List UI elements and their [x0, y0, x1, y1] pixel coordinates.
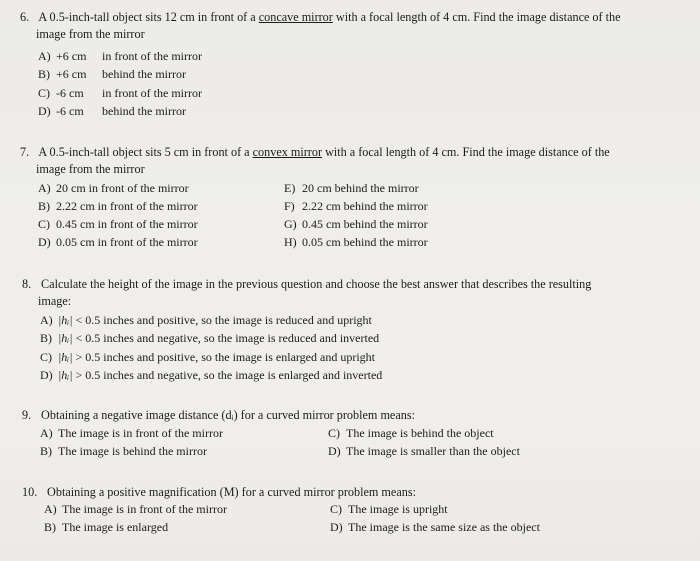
option-text: 2.22 cm in front of the mirror	[56, 199, 198, 213]
option-value: +6 cm	[56, 67, 87, 81]
option-text: behind the mirror	[102, 104, 186, 118]
question-6-stem-cont: image from the mirror	[36, 27, 145, 41]
answer-option[interactable]	[330, 520, 540, 535]
option-text: The image is the same size as the object	[348, 520, 540, 534]
option-text: < 0.5 inches and positive, so the image is reduced and upright	[75, 313, 372, 327]
option-letter: C)	[330, 502, 342, 516]
option-text: > 0.5 inches and positive, so the image is enlarged and upright	[75, 350, 375, 364]
question-10-stem	[22, 484, 692, 501]
question-number: 6.	[20, 10, 30, 24]
question-number: 8.	[22, 277, 32, 291]
answer-option[interactable]	[284, 199, 428, 214]
question-number: 7.	[20, 145, 30, 159]
option-text: 20 cm in front of the mirror	[56, 181, 189, 195]
option-symbol: |hᵢ|	[58, 313, 73, 327]
answer-option[interactable]	[38, 217, 198, 232]
option-text: 0.05 cm behind the mirror	[302, 235, 428, 249]
answer-option[interactable]	[40, 444, 207, 459]
option-letter: D)	[330, 520, 343, 534]
option-text: 20 cm behind the mirror	[302, 181, 419, 195]
option-letter: C)	[38, 86, 50, 100]
option-text: The image is behind the object	[346, 426, 494, 440]
answer-option[interactable]	[38, 235, 198, 250]
option-text: The image is behind the mirror	[58, 444, 207, 458]
option-text: in front of the mirror	[102, 49, 202, 63]
question-text: A 0.5-inch-tall object sits 5 cm in front of a	[38, 145, 250, 159]
option-letter: E)	[284, 181, 296, 195]
question-text: Calculate the height of the image in the previous question and choose the best answer that describes the resulting	[41, 277, 592, 291]
answer-option[interactable]	[38, 67, 186, 82]
answer-option[interactable]	[40, 368, 382, 383]
option-letter: H)	[284, 235, 297, 249]
question-7	[20, 144, 690, 178]
option-symbol: |hᵢ|	[58, 331, 73, 345]
option-letter: B)	[40, 331, 52, 345]
option-text: < 0.5 inches and negative, so the image is reduced and inverted	[75, 331, 380, 345]
option-letter: C)	[38, 217, 50, 231]
question-6-stem	[20, 9, 690, 26]
option-value: -6 cm	[56, 104, 84, 118]
option-letter: D)	[38, 235, 51, 249]
option-letter: D)	[40, 368, 53, 382]
option-letter: D)	[328, 444, 341, 458]
answer-option[interactable]	[38, 181, 189, 196]
answer-option[interactable]	[40, 426, 223, 441]
option-letter: B)	[38, 67, 50, 81]
answer-option[interactable]	[44, 520, 168, 535]
option-text: The image is upright	[348, 502, 448, 516]
answer-option[interactable]	[40, 331, 379, 346]
option-letter: B)	[40, 444, 52, 458]
option-text: 0.45 cm in front of the mirror	[56, 217, 198, 231]
option-letter: D)	[38, 104, 51, 118]
answer-option[interactable]	[330, 502, 448, 517]
question-10	[22, 484, 692, 501]
option-letter: B)	[44, 520, 56, 534]
question-9	[22, 407, 692, 424]
question-text: Obtaining a positive magnification (M) for a curved mirror problem means:	[47, 485, 416, 499]
question-7-stem	[20, 144, 690, 161]
option-text: The image is in front of the mirror	[62, 502, 227, 516]
mirror-type: convex mirror	[252, 145, 323, 159]
option-text: > 0.5 inches and negative, so the image is enlarged and inverted	[75, 368, 383, 382]
answer-option[interactable]	[328, 444, 520, 459]
option-text: behind the mirror	[102, 67, 186, 81]
answer-option[interactable]	[40, 313, 372, 328]
answer-option[interactable]	[284, 181, 419, 196]
question-9-stem	[22, 407, 692, 424]
answer-option[interactable]	[284, 217, 428, 232]
question-number: 10.	[22, 485, 38, 499]
question-6	[20, 9, 690, 43]
option-letter: A)	[40, 313, 53, 327]
question-number: 9.	[22, 408, 32, 422]
option-value: -6 cm	[56, 86, 84, 100]
answer-option[interactable]	[38, 199, 198, 214]
option-text: The image is in front of the mirror	[58, 426, 223, 440]
option-letter: G)	[284, 217, 297, 231]
option-letter: C)	[40, 350, 52, 364]
option-text: 0.05 cm in front of the mirror	[56, 235, 198, 249]
mirror-type: concave mirror	[258, 10, 333, 24]
option-value: +6 cm	[56, 49, 87, 63]
question-7-stem-cont: image from the mirror	[36, 162, 145, 176]
question-text: with a focal length of 4 cm. Find the image distance of the	[325, 145, 610, 159]
option-symbol: |hᵢ|	[58, 350, 73, 364]
option-text: The image is smaller than the object	[346, 444, 520, 458]
question-8-stem-cont: image:	[38, 294, 72, 308]
question-text: A 0.5-inch-tall object sits 12 cm in front of a	[38, 10, 256, 24]
option-text: 0.45 cm behind the mirror	[302, 217, 428, 231]
option-letter: A)	[38, 181, 51, 195]
option-letter: A)	[38, 49, 51, 63]
option-letter: F)	[284, 199, 295, 213]
option-letter: A)	[40, 426, 53, 440]
answer-option[interactable]	[38, 104, 186, 119]
answer-option[interactable]	[40, 350, 375, 365]
option-letter: A)	[44, 502, 57, 516]
answer-option[interactable]	[328, 426, 494, 441]
option-text: The image is enlarged	[62, 520, 169, 534]
answer-option[interactable]	[38, 49, 202, 64]
question-8-stem	[22, 276, 692, 293]
option-text: in front of the mirror	[102, 86, 202, 100]
option-symbol: |hᵢ|	[58, 368, 73, 382]
question-text: with a focal length of 4 cm. Find the image distance of the	[335, 10, 621, 24]
answer-option[interactable]	[38, 86, 202, 101]
option-letter: C)	[328, 426, 340, 440]
question-8	[22, 276, 692, 310]
question-text: Obtaining a negative image distance (dᵢ) for a curved mirror problem means:	[41, 408, 415, 422]
option-letter: B)	[38, 199, 50, 213]
option-text: 2.22 cm behind the mirror	[302, 199, 428, 213]
answer-option[interactable]	[284, 235, 428, 250]
answer-option[interactable]	[44, 502, 227, 517]
